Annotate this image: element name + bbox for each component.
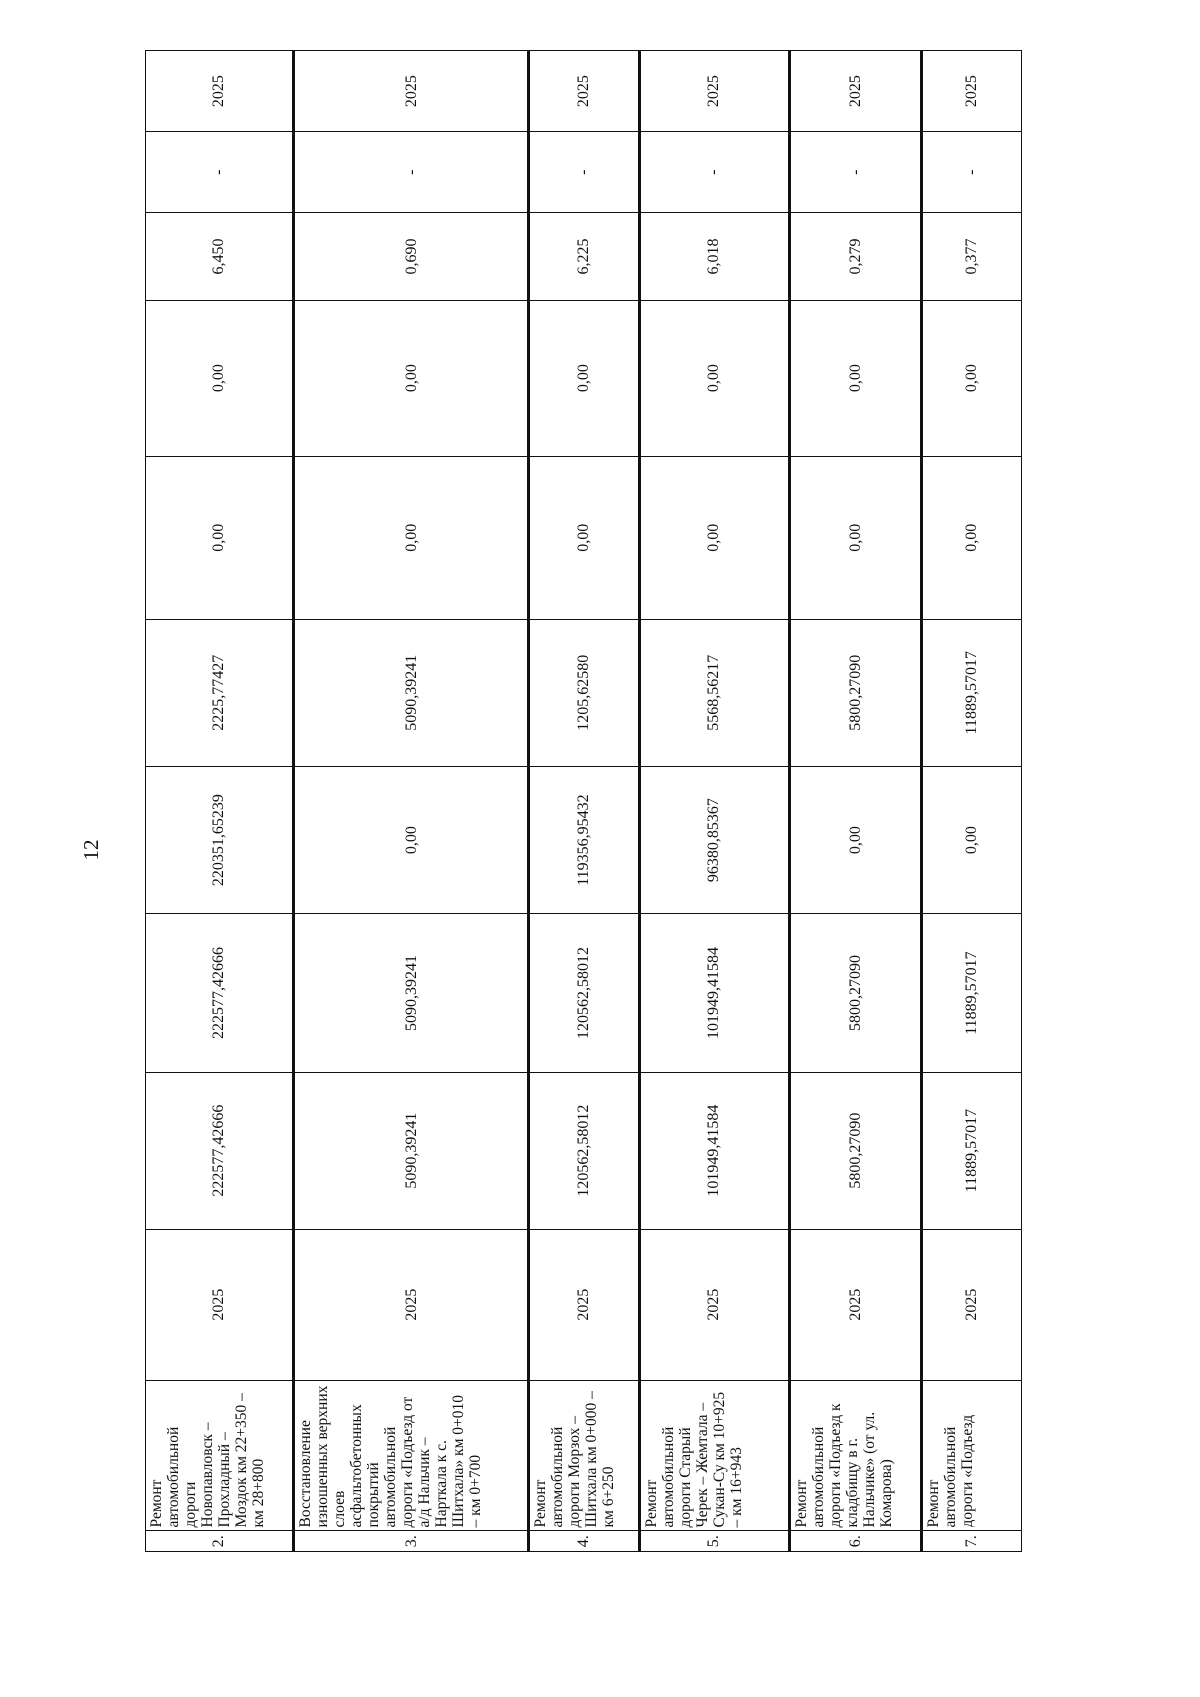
amount-f: 0,00 xyxy=(529,300,639,456)
row-number: 2. xyxy=(146,1531,294,1552)
length-km: 0,690 xyxy=(294,213,529,300)
object-name: Восстановление изношенных верхних слоев асфальтобетонных покрытий автомобильной дороги «Подъезд от а/д Нальчик – Нарткала к с. Шитхала» км 0+010 – км 0+700 xyxy=(294,1380,529,1531)
amount-d: 5568,56217 xyxy=(639,619,789,766)
amount-f: 0,00 xyxy=(789,300,921,456)
amount-c: 0,00 xyxy=(921,766,1021,914)
amount-total: 120562,58012 xyxy=(529,1072,639,1229)
dash-cell: - xyxy=(146,132,294,213)
amount-b: 5800,27090 xyxy=(789,914,921,1072)
year-end: 2025 xyxy=(294,51,529,132)
year-start: 2025 xyxy=(921,1229,1021,1380)
object-name-text: Ремонт автомобильной дороги «Подъезд xyxy=(924,1414,976,1528)
year-end: 2025 xyxy=(529,51,639,132)
table-row xyxy=(921,51,1021,1552)
amount-b: 222577,42666 xyxy=(146,914,294,1072)
object-name: Ремонт автомобильной дороги Морзох – Шитхала км 0+000 – км 6+250 xyxy=(529,1380,639,1531)
table-row xyxy=(294,51,529,1552)
amount-d: 5090,39241 xyxy=(294,619,529,766)
object-name xyxy=(921,1380,1021,1531)
year-end: 2025 xyxy=(789,51,921,132)
row-number: 6. xyxy=(789,1531,921,1552)
year-end: 2025 xyxy=(639,51,789,132)
year-end: 2025 xyxy=(921,51,1021,132)
amount-b: 120562,58012 xyxy=(529,914,639,1072)
dash-cell: - xyxy=(639,132,789,213)
amount-total: 5090,39241 xyxy=(294,1072,529,1229)
year-start: 2025 xyxy=(294,1229,529,1380)
table-row xyxy=(529,51,639,1552)
amount-c: 96380,85367 xyxy=(639,766,789,914)
amount-e: 0,00 xyxy=(529,456,639,619)
amount-total: 101949,41584 xyxy=(639,1072,789,1229)
row-number: 4. xyxy=(529,1531,639,1552)
row-number: 5. xyxy=(639,1531,789,1552)
amount-c: 0,00 xyxy=(789,766,921,914)
amount-c: 220351,65239 xyxy=(146,766,294,914)
amount-f: 0,00 xyxy=(921,300,1021,456)
table-row xyxy=(639,51,789,1552)
amount-total: 5800,27090 xyxy=(789,1072,921,1229)
table-row xyxy=(789,51,921,1552)
amount-b: 5090,39241 xyxy=(294,914,529,1072)
year-start: 2025 xyxy=(529,1229,639,1380)
table-rotation-frame xyxy=(145,50,1022,1552)
amount-e: 0,00 xyxy=(921,456,1021,619)
year-start: 2025 xyxy=(639,1229,789,1380)
length-km: 0,377 xyxy=(921,213,1021,300)
length-km: 6,450 xyxy=(146,213,294,300)
amount-c: 119356,95432 xyxy=(529,766,639,914)
year-end: 2025 xyxy=(146,51,294,132)
object-name: Ремонт автомобильной дороги «Подъезд к кладбищу в г. Нальчике» (от ул. Комарова) xyxy=(789,1380,921,1531)
dash-cell: - xyxy=(789,132,921,213)
amount-b: 11889,57017 xyxy=(921,914,1021,1072)
row-number: 3. xyxy=(294,1531,529,1552)
year-start: 2025 xyxy=(789,1229,921,1380)
object-name: Ремонт автомобильной дороги Старый Черек – Жемтала – Сукан-Су км 10+925 – км 16+943 xyxy=(639,1380,789,1531)
table-row xyxy=(146,51,294,1552)
amount-e: 0,00 xyxy=(639,456,789,619)
dash-cell: - xyxy=(921,132,1021,213)
road-repair-table xyxy=(145,50,1022,1552)
amount-d: 1205,62580 xyxy=(529,619,639,766)
amount-d: 11889,57017 xyxy=(921,619,1021,766)
amount-d: 2225,77427 xyxy=(146,619,294,766)
amount-d: 5800,27090 xyxy=(789,619,921,766)
page-number: 12 xyxy=(79,839,103,861)
amount-c: 0,00 xyxy=(294,766,529,914)
dash-cell: - xyxy=(294,132,529,213)
amount-b: 101949,41584 xyxy=(639,914,789,1072)
length-km: 6,018 xyxy=(639,213,789,300)
amount-e: 0,00 xyxy=(789,456,921,619)
amount-f: 0,00 xyxy=(294,300,529,456)
amount-total: 11889,57017 xyxy=(921,1072,1021,1229)
amount-f: 0,00 xyxy=(146,300,294,456)
length-km: 0,279 xyxy=(789,213,921,300)
amount-f: 0,00 xyxy=(639,300,789,456)
object-name: Ремонт автомобильной дороги Новопавловск – Прохладный – Моздок км 22+350 – км 28+800 xyxy=(146,1380,294,1531)
amount-total: 222577,42666 xyxy=(146,1072,294,1229)
row-number: 7. xyxy=(921,1531,1021,1552)
amount-e: 0,00 xyxy=(294,456,529,619)
amount-e: 0,00 xyxy=(146,456,294,619)
dash-cell: - xyxy=(529,132,639,213)
length-km: 6,225 xyxy=(529,213,639,300)
year-start: 2025 xyxy=(146,1229,294,1380)
